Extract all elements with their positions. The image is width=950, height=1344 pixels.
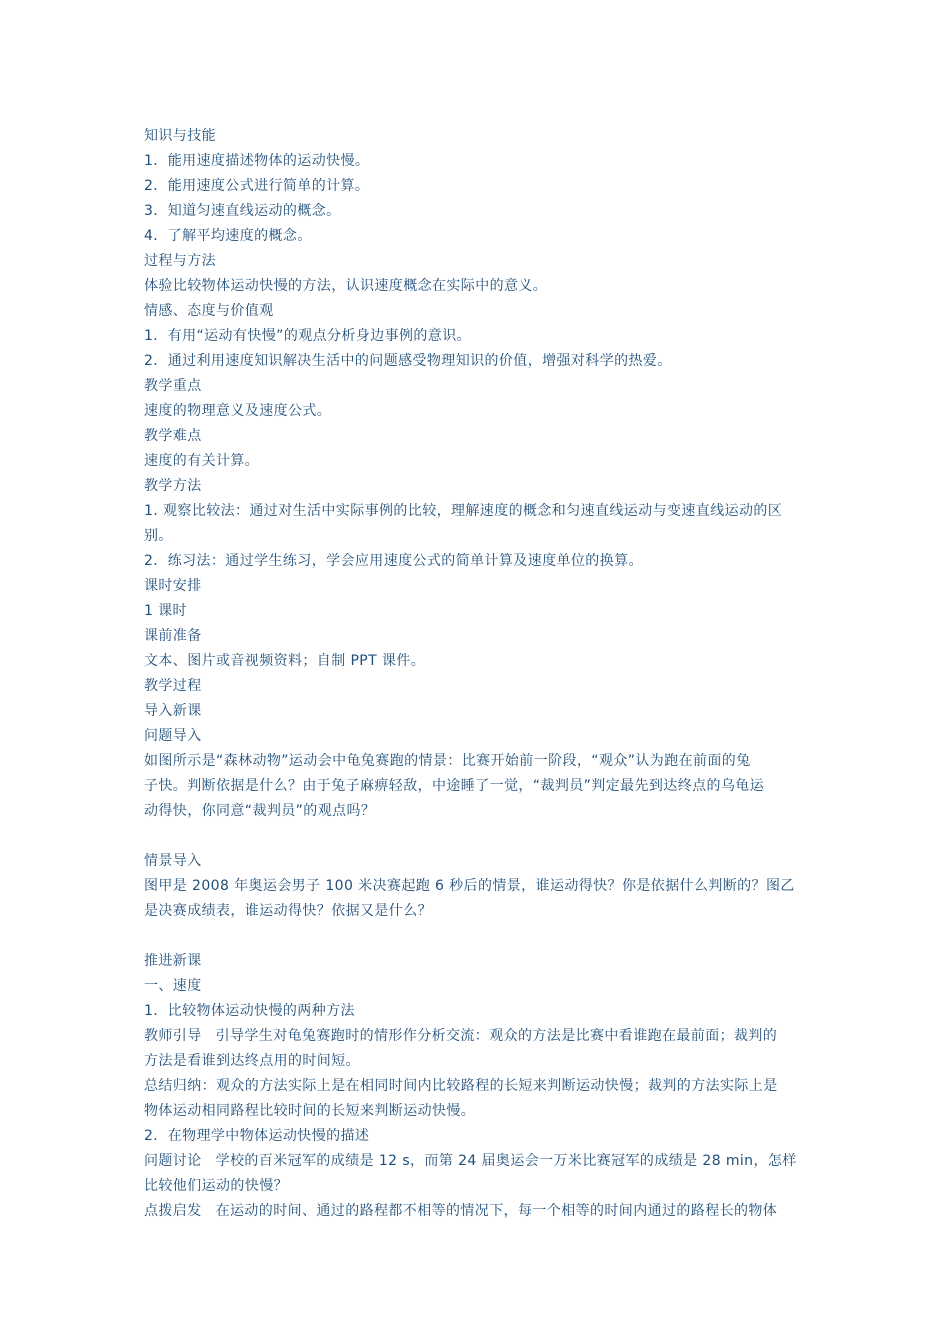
teaching-focus-text: 速度的物理意义及速度公式。 (144, 403, 332, 419)
method-item-1-line-1: 1. 观察比较法：通过对生活中实际事例的比较，理解速度的概念和匀速直线运动与变速直线运动的区 (144, 503, 783, 519)
teacher-guide-line-1 (144, 1024, 812, 1049)
method-item-2: 2．练习法：通过学生练习，学会应用速度公式的简单计算及速度单位的换算。 (144, 553, 643, 569)
emotion-item-2: 2．通过利用速度知识解决生活中的问题感受物理知识的价值，增强对科学的热爱。 (144, 353, 672, 369)
summary-line-2: 物体运动相同路程比较时间的长短来判断运动快慢。 (144, 1103, 476, 1119)
subsection-physics-description: 2．在物理学中物体运动快慢的描述 (144, 1128, 370, 1144)
question-intro-line-3: 动得快，你同意“裁判员”的观点吗？ (144, 803, 376, 819)
teacher-guide-label: 教师引导 (144, 1028, 202, 1044)
heading-teaching-focus: 教学重点 (144, 378, 202, 394)
discussion-label: 问题讨论 (144, 1153, 202, 1169)
hint-line-1 (144, 1199, 812, 1224)
blank-line (144, 824, 812, 849)
hint-label: 点拨启发 (144, 1203, 202, 1219)
emotion-item-1: 1．有用“运动有快慢”的观点分析身边事例的意识。 (144, 328, 472, 344)
question-intro-line-1: 如图所示是“森林动物”运动会中龟兔赛跑的情景：比赛开始前一阶段，“观众”认为跑在前面的兔 (144, 753, 751, 769)
teaching-difficulty-text: 速度的有关计算。 (144, 453, 260, 469)
discussion-line-1 (144, 1149, 812, 1174)
scene-intro-line-2: 是决赛成绩表，谁运动得快？依据又是什么？ (144, 903, 432, 919)
schedule-text: 1 课时 (144, 603, 187, 619)
preparation-text: 文本、图片或音视频资料；自制 PPT 课件。 (144, 653, 426, 669)
heading-new-lesson-intro: 导入新课 (144, 703, 202, 719)
document-page (144, 124, 812, 1224)
blank-line (144, 924, 812, 949)
heading-emotion-attitude: 情感、态度与价值观 (144, 303, 274, 319)
objective-item-3: 3．知道匀速直线运动的概念。 (144, 203, 341, 219)
scene-intro-line-1: 图甲是 2008 年奥运会男子 100 米决赛起跑 6 秒后的情景，谁运动得快？你是依据什么判断的？图乙 (144, 878, 795, 894)
heading-teaching-method: 教学方法 (144, 478, 202, 494)
heading-scene-intro: 情景导入 (144, 853, 202, 869)
teacher-guide-text: 引导学生对龟兔赛跑时的情形作分析交流：观众的方法是比赛中看谁跑在最前面；裁判的 (215, 1028, 778, 1044)
section-speed: 一、速度 (144, 978, 202, 994)
heading-teaching-process: 教学过程 (144, 678, 202, 694)
subsection-compare-methods: 1．比较物体运动快慢的两种方法 (144, 1003, 355, 1019)
question-intro-line-2: 子快。判断依据是什么？由于兔子麻痹轻敌，中途睡了一觉，“裁判员”判定最先到达终点的乌龟运 (144, 778, 765, 794)
heading-question-intro: 问题导入 (144, 728, 202, 744)
heading-advance-lesson: 推进新课 (144, 953, 202, 969)
process-method-text: 体验比较物体运动快慢的方法，认识速度概念在实际中的意义。 (144, 278, 548, 294)
hint-text: 在运动的时间、通过的路程都不相等的情况下，每一个相等的时间内通过的路程长的物体 (215, 1203, 778, 1219)
heading-schedule: 课时安排 (144, 578, 202, 594)
teacher-guide-line-2: 方法是看谁到达终点用的时间短。 (144, 1053, 360, 1069)
heading-preparation: 课前准备 (144, 628, 202, 644)
objective-item-4: 4．了解平均速度的概念。 (144, 228, 312, 244)
heading-process-method: 过程与方法 (144, 253, 216, 269)
summary-line-1: 总结归纳：观众的方法实际上是在相同时间内比较路程的长短来判断运动快慢；裁判的方法实际上是 (144, 1078, 778, 1094)
objective-item-2: 2．能用速度公式进行简单的计算。 (144, 178, 370, 194)
discussion-text: 学校的百米冠军的成绩是 12 s，而第 24 届奥运会一万米比赛冠军的成绩是 28 min，怎样 (215, 1153, 797, 1169)
heading-knowledge-skills: 知识与技能 (144, 128, 216, 144)
discussion-line-2: 比较他们运动的快慢？ (144, 1178, 288, 1194)
method-item-1-line-2: 别。 (144, 528, 173, 544)
heading-teaching-difficulty: 教学难点 (144, 428, 202, 444)
objective-item-1: 1．能用速度描述物体的运动快慢。 (144, 153, 370, 169)
